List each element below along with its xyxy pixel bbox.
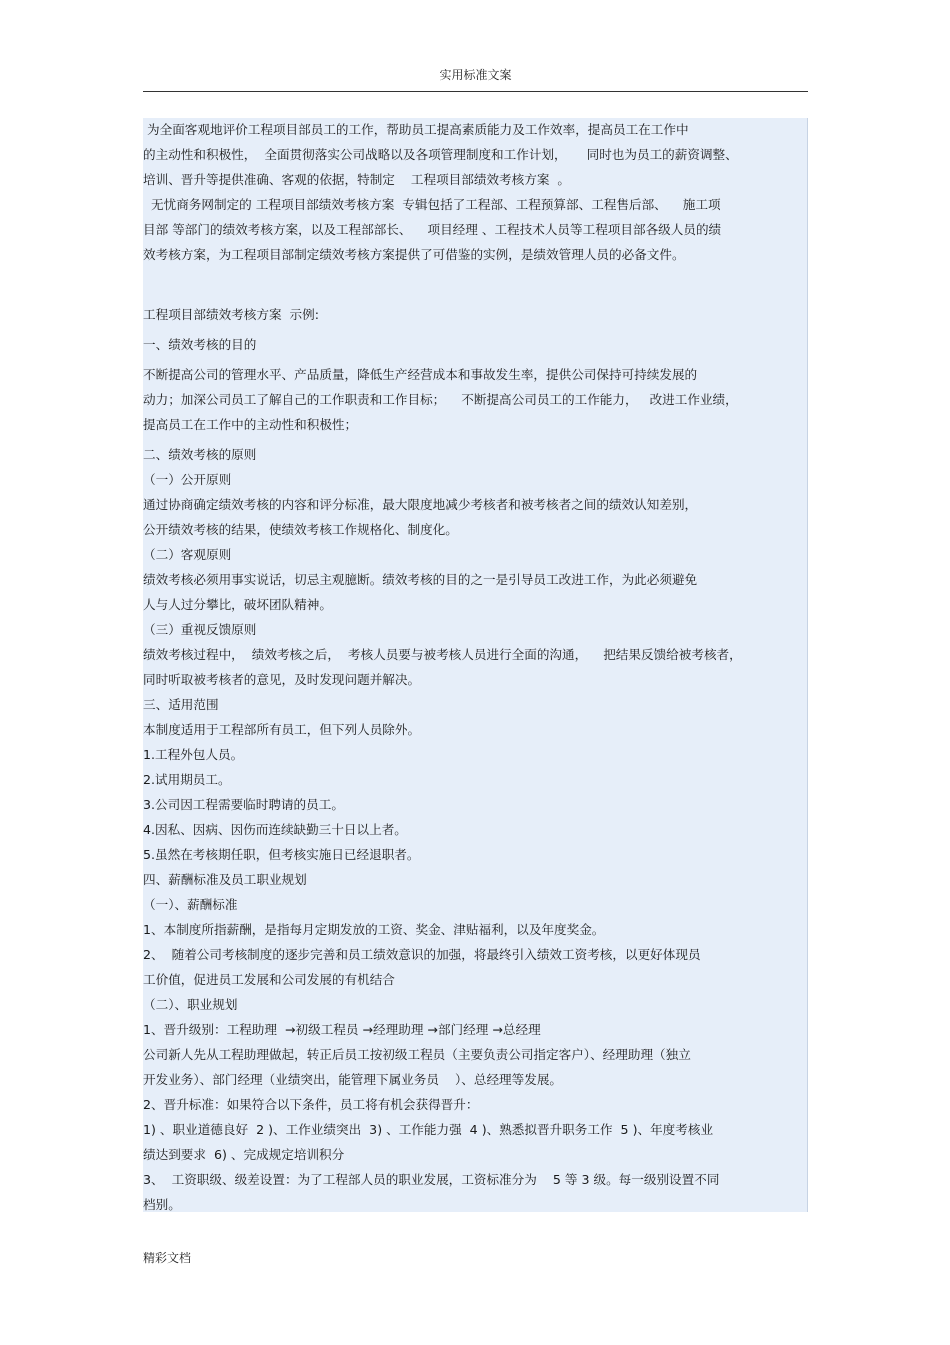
text-line: 1) 、职业道德良好 2 )、工作业绩突出 3) 、工作能力强 4 )、熟悉拟晋升职务工作 5 )、年度考核业	[143, 1122, 714, 1137]
text-line: 公开绩效考核的结果，使绩效考核工作规格化、制度化。	[143, 522, 458, 537]
subsection-heading: （三）重视反馈原则	[143, 622, 257, 637]
text-line: 人与人过分攀比，破坏团队精神。	[143, 597, 332, 612]
list-item: 4.因私、因病、因伤而连续缺勤三十日以上者。	[143, 822, 407, 837]
list-item: 5.虽然在考核期任职，但考核实施日已经退职者。	[143, 847, 420, 862]
section-heading: 二、绩效考核的原则	[143, 447, 257, 462]
page-footer-label: 精彩文档	[143, 1251, 192, 1265]
text-line: 档别。	[143, 1197, 181, 1212]
text-line: 1、晋升级别：工程助理 →初级工程员 →经理助理 →部门经理 →总经理	[143, 1022, 541, 1037]
list-item: 3.公司因工程需要临时聘请的员工。	[143, 797, 344, 812]
subsection-heading: （一）公开原则	[143, 472, 232, 487]
text-line: 培训、晋升等提供准确、客观的依据，特制定 工程项目部绩效考核方案 。	[143, 172, 571, 187]
text-line: 公司新人先从工程助理做起，转正后员工按初级工程员（主要负责公司指定客户）、经理助理（独立	[143, 1047, 691, 1062]
header-divider	[143, 91, 808, 92]
subsection-heading: （二）、职业规划	[143, 997, 238, 1012]
page-header-title: 实用标准文案	[439, 68, 512, 82]
text-line: 绩效考核必须用事实说话，切忌主观臆断。绩效考核的目的之一是引导员工改进工作，为此必须避免	[143, 572, 698, 587]
text-line: 的主动性和积极性， 全面贯彻落实公司战略以及各项管理制度和工作计划， 同时也为员工的薪资调整、	[143, 147, 738, 162]
section-title: 工程项目部绩效考核方案 示例:	[143, 307, 319, 322]
subsection-heading: （一）、薪酬标准	[143, 897, 238, 912]
section-heading: 四、薪酬标准及员工职业规划	[143, 872, 307, 887]
text-line: 绩效考核过程中， 绩效考核之后， 考核人员要与被考核人员进行全面的沟通， 把结果反馈给被考核者，	[143, 647, 742, 662]
text-line: 效考核方案，为工程项目部制定绩效考核方案提供了可借鉴的实例，是绩效管理人员的必备文件。	[143, 247, 685, 262]
list-item: 2.试用期员工。	[143, 772, 231, 787]
text-line: 工价值，促进员工发展和公司发展的有机结合	[143, 972, 395, 987]
text-line: 3、 工资职级、级差设置：为了工程部人员的职业发展，工资标准分为 5 等 3 级。每一级别设置不同	[143, 1172, 720, 1187]
text-line: 目部 等部门的绩效考核方案，以及工程部部长、 项目经理 、工程技术人员等工程项目部各级人员的绩	[143, 222, 722, 237]
text-line: 1、本制度所指薪酬，是指每月定期发放的工资、奖金、津贴福利，以及年度奖金。	[143, 922, 605, 937]
section-heading: 一、绩效考核的目的	[143, 337, 257, 352]
document-body	[143, 118, 808, 1212]
text-line: 动力；加深公司员工了解自己的工作职责和工作目标； 不断提高公司员工的工作能力， 改进工作业绩，	[143, 392, 738, 407]
text-line: 本制度适用于工程部所有员工，但下列人员除外。	[143, 722, 421, 737]
text-line: 无忧商务网制定的 工程项目部绩效考核方案 专辑包括了工程部、工程预算部、工程售后部、 施工项	[143, 197, 721, 212]
list-item: 1.工程外包人员。	[143, 747, 244, 762]
text-line: 2、 随着公司考核制度的逐步完善和员工绩效意识的加强，将最终引入绩效工资考核，以更好体现员	[143, 947, 701, 962]
text-line: 开发业务）、部门经理（业绩突出，能管理下属业务员 ）、总经理等发展。	[143, 1072, 563, 1087]
section-heading: 三、适用范围	[143, 697, 219, 712]
text-line: 2、晋升标准：如果符合以下条件，员工将有机会获得晋升：	[143, 1097, 479, 1112]
text-line: 同时听取被考核者的意见，及时发现问题并解决。	[143, 672, 421, 687]
text-line: 为全面客观地评价工程项目部员工的工作，帮助员工提高素质能力及工作效率，提高员工在工作中	[143, 122, 689, 137]
text-line: 绩达到要求 6) 、完成规定培训积分	[143, 1147, 345, 1162]
text-line: 通过协商确定绩效考核的内容和评分标准，最大限度地减少考核者和被考核者之间的绩效认知差别，	[143, 497, 698, 512]
text-line: 不断提高公司的管理水平、产品质量，降低生产经营成本和事故发生率，提供公司保持可持续发展的	[143, 367, 698, 382]
subsection-heading: （二）客观原则	[143, 547, 232, 562]
text-line: 提高员工在工作中的主动性和积极性；	[143, 417, 358, 432]
